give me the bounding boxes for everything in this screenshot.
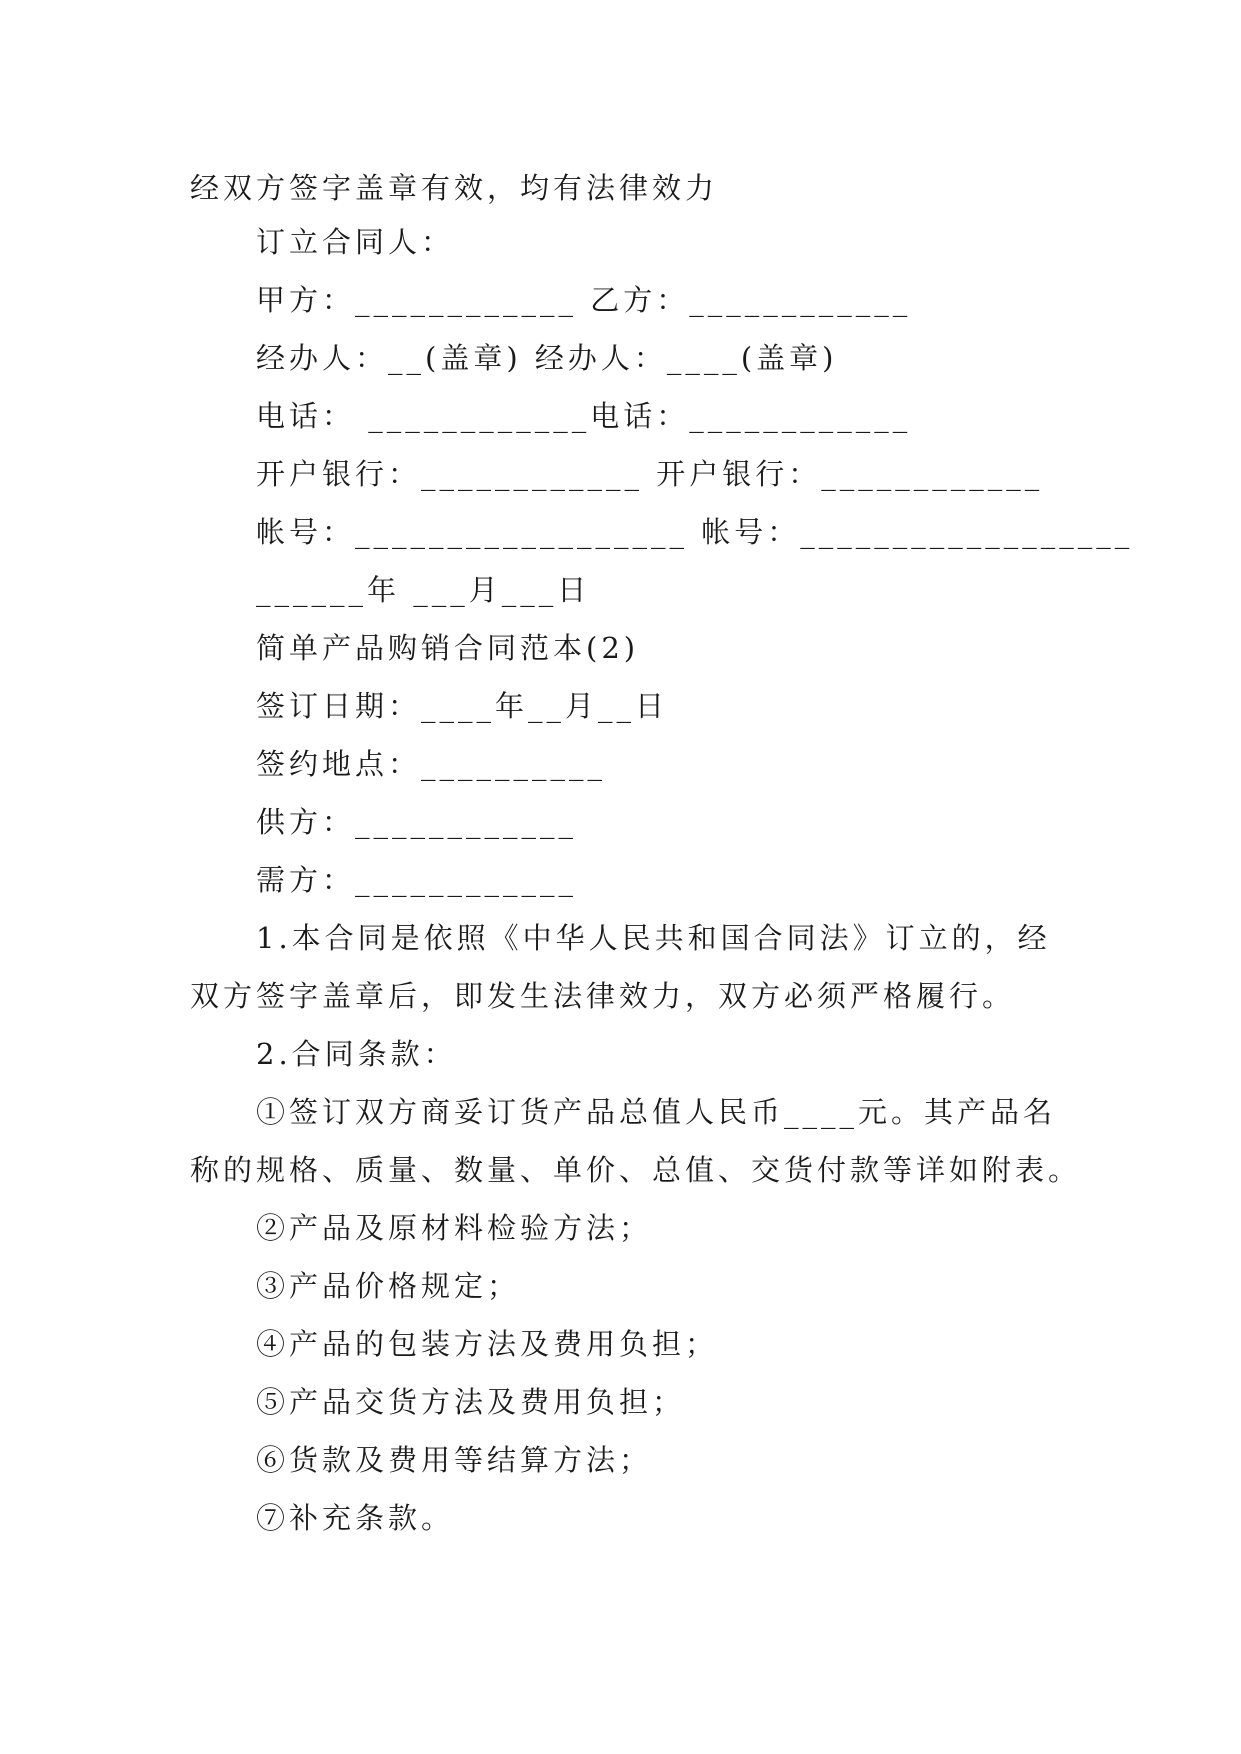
text-line: ⑥货款及费用等结算方法； <box>256 1443 653 1477</box>
text-line: 电话： ____________电话：____________ <box>256 399 912 433</box>
text-line: 签订日期：____年__月__日 <box>256 689 669 723</box>
text-line: 供方：____________ <box>256 805 578 839</box>
text-line: ④产品的包装方法及费用负担； <box>256 1327 719 1361</box>
text-line: ⑤产品交货方法及费用负担； <box>256 1385 686 1419</box>
text-line: 订立合同人： <box>256 225 455 259</box>
text-line: 称的规格、质量、数量、单价、总值、交货付款等详如附表。 <box>190 1153 1082 1187</box>
text-line: 2.合同条款： <box>256 1037 457 1071</box>
text-line: 1.本合同是依照《中华人民共和国合同法》订立的，经 <box>256 921 1051 955</box>
text-line: ⑦补充条款。 <box>256 1501 455 1535</box>
text-line: 帐号：__________________ 帐号：__________________ <box>256 515 1134 549</box>
text-line: 经办人：__(盖章) 经办人：____(盖章) <box>256 341 838 375</box>
text-line: 双方签字盖章后，即发生法律效力，双方必须严格履行。 <box>190 979 1016 1013</box>
text-line: ③产品价格规定； <box>256 1269 521 1303</box>
text-line: 需方：____________ <box>256 863 578 897</box>
text-line: 开户银行：____________ 开户银行：____________ <box>256 457 1044 491</box>
text-line: 签约地点：__________ <box>256 747 607 781</box>
text-line: 甲方：____________ 乙方：____________ <box>256 283 912 317</box>
text-line: 经双方签字盖章有效，均有法律效力 <box>190 171 719 205</box>
text-line: ①签订双方商妥订货产品总值人民币____元。其产品名 <box>256 1095 1057 1129</box>
text-line: ______年 ___月___日 <box>256 573 591 607</box>
section-title: 简单产品购销合同范本(2) <box>256 631 640 665</box>
text-line: ②产品及原材料检验方法； <box>256 1211 653 1245</box>
